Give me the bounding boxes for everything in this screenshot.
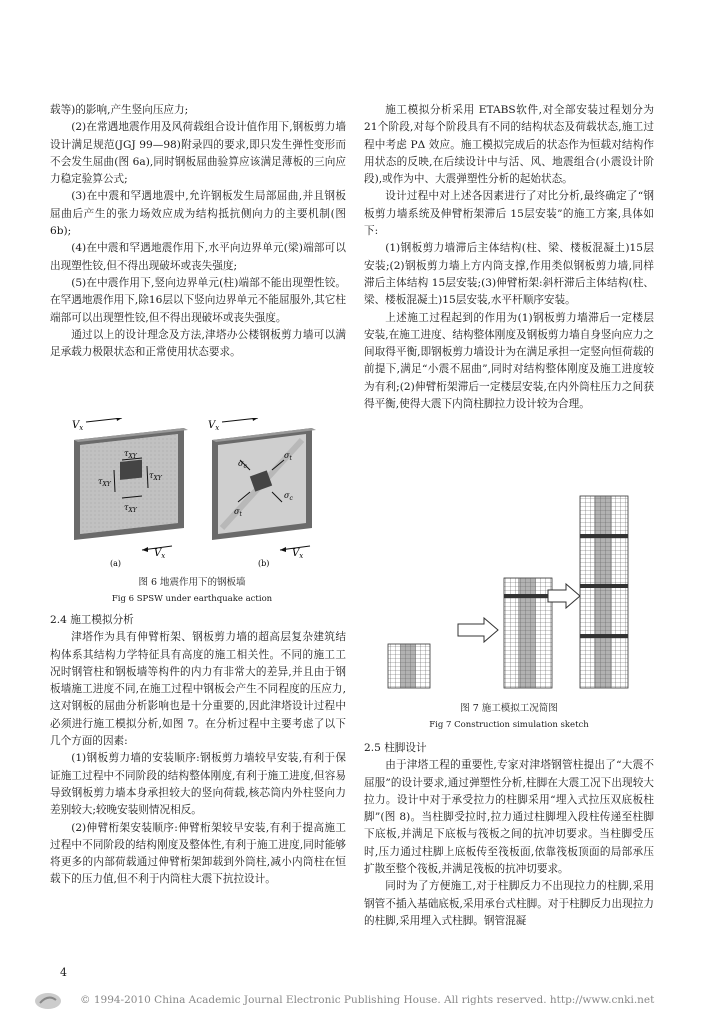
- left-paragraph-2: (2)在常遇地震作用及风荷载组合设计值作用下,钢板剪力墙设计满足规范(JGJ 99—98)附录四的要求,即只发生弹性变形而不会发生屈曲(图 6a),同时钢板屈曲验算应该满足薄板的三向应力稳定验算公式;: [50, 121, 346, 186]
- figure-6-spsw-diagram: [62, 418, 322, 570]
- left-paragraph-6: 通过以上的设计理念及方法,津塔办公楼钢板剪力墙可以满足承载力极限状态和正常使用状态要求。: [50, 328, 346, 359]
- figure-6b-panel: [208, 418, 316, 568]
- copyright-footer: [0, 988, 701, 1024]
- vx-label-b-top: $V_x$: [208, 420, 220, 432]
- vx-label-b-bottom: $V_x$: [292, 548, 304, 560]
- right-paragraph-4: 上述施工过程起到的作用为(1)钢板剪力墙滞后一定楼层安装,在施工进度、结构整体刚度及钢板剪力墙自身竖向应力之间取得平衡,即钢板剪力墙设计为在满足承担一定竖向恒荷载的前提下,满足“小震不屈曲”,同时对结构整体刚度及施工进度较为有利;(2)伸臂桁架滞后一定楼层安装,在内外筒柱压力之间获得平衡,使得大震下内筒柱脚拉力设计较为合理。: [364, 311, 654, 411]
- sigma-t-label-bottom: $\sigma_t$: [234, 507, 242, 518]
- stage-3-structure: [580, 496, 628, 688]
- right-column: [364, 102, 654, 413]
- stage-1-structure: [388, 644, 430, 688]
- tau-label-left: $\tau_{XY}$: [98, 477, 111, 488]
- right-paragraph-6: 同时为了方便施工,对于柱脚反力不出现拉力的柱脚,采用钢管不插入基础底板,采用承台式柱脚。对于柱脚反力出现拉力的柱脚,采用埋入式柱脚。钢管混凝: [364, 880, 654, 927]
- left-paragraph-5: (5)在中震作用下,竖向边界单元(柱)端部不能出现塑性铰。在罕遇地震作用下,除16层以下竖向边界单元不能屈服外,其它柱端部可以出现塑性铰,但不得出现破坏或丧失强度。: [50, 276, 346, 324]
- left-paragraph-9: (2)伸臂桁架安装顺序:伸臂桁架较早安装,有利于提高施工过程中不同阶段的结构刚度及整体性,有利于施工进度,同时能够将更多的内部荷载通过伸臂桁架卸载到外筒柱,减小内筒柱在恒载下的压力值,但不利于内筒柱大震下抗拉设计。: [50, 821, 346, 886]
- left-column-lower: [50, 612, 346, 889]
- right-paragraph-3: (1)钢板剪力墙滞后主体结构(柱、梁、楼板混凝土)15层安装;(2)钢板剪力墙上方内筒支撑,作用类似钢板剪力墙,同样滞后主体结构 15层安装;(3)伸臂桁架:斜杆滞后主体结构(柱、梁、楼板混凝土)15层安装,水平杆顺序安装。: [364, 242, 654, 307]
- left-paragraph-1: 载等)的影响,产生竖向压应力;: [50, 104, 189, 116]
- footer-text: © 1994-2010 China Academic Journal Electronic Publishing House. All rights reserved. http://www.cnki.net: [80, 994, 655, 1006]
- figure-7-caption-cn: 图 7 施工模拟工况简图: [460, 703, 558, 714]
- figure-6a-panel: [72, 418, 188, 568]
- sigma-t-label-top: $\sigma_t$: [284, 451, 292, 462]
- section-2-5-title: 2.5 柱脚设计: [364, 742, 427, 754]
- page-number: 4: [60, 966, 67, 979]
- cnki-logo-icon: [34, 992, 62, 1010]
- left-column: [50, 102, 346, 361]
- sigma-c-label-right: $\sigma_c$: [284, 491, 293, 502]
- section-2-4-title: 2.4 施工模拟分析: [50, 614, 134, 626]
- tau-label-top: $\tau_{XY}$: [124, 449, 137, 460]
- tau-label-bottom: $\tau_{XY}$: [124, 503, 137, 514]
- sigma-c-label-left: $\sigma_c$: [238, 459, 247, 470]
- stage-arrow-1: [458, 618, 498, 642]
- stage-2-structure: [504, 578, 552, 688]
- left-paragraph-8: (1)钢板剪力墙的安装顺序:钢板剪力墙较早安装,有利于保证施工过程中不同阶段的结构整体刚度,有利于施工进度,但容易导致钢板剪力墙本身承担较大的竖向荷载,核芯筒内外柱竖向力差别较大;较晚安装则情况相反。: [50, 752, 346, 817]
- sub-label-b: (b): [258, 559, 270, 568]
- right-paragraph-5: 由于津塔工程的重要性,专家对津塔钢管柱提出了“大震不屈服”的设计要求,通过弹塑性分析,柱脚在大震工况下出现较大拉力。设计中对于承受拉力的柱脚采用“埋入式拉压双底板柱脚”(图 8)。当柱脚受拉时,拉力通过柱脚埋入段柱传递至柱脚下底板,并满足下底板与筏板之间的抗冲切要求。当柱脚受压时,压力通过柱脚上底板传至筏板面,依靠筏板顶面的局部承压扩散至整个筏板,并满足筏板的抗冲切要求。: [364, 759, 654, 876]
- sub-label-a: (a): [110, 559, 122, 568]
- vx-label-a-bottom: $V_x$: [154, 548, 166, 560]
- right-column-lower: [364, 740, 654, 930]
- left-paragraph-3: (3)在中震和罕遇地震中,允许钢板发生局部屈曲,并且钢板屈曲后产生的张力场效应成为结构抵抗侧向力的主要机制(图 6b);: [50, 190, 346, 238]
- tau-label-right: $\tau_{XY}$: [149, 471, 162, 482]
- vx-label-a-top: $V_x$: [72, 420, 84, 432]
- figure-7-caption-en: Fig 7 Construction simulation sketch: [429, 720, 589, 730]
- left-paragraph-4: (4)在中震和罕遇地震作用下,水平向边界单元(梁)端部可以出现塑性铰,但不得出现破坏或丧失强度;: [50, 242, 346, 272]
- left-paragraph-7: 津塔作为具有伸臂桁架、钢板剪力墙的超高层复杂建筑结构体系其结构力学特征具有高度的施工相关性。不同的施工工况时钢管柱和钢板墙等构件的内力有非常大的差异,并且由于钢板墙施工进度不同,在施工过程中钢板会产生不同程度的压应力,这对钢板的屈曲分析影响也是十分重要的,因此津塔设计过程中必须进行施工模拟分析,如图 7。在分析过程中主要考虑了以下几个方面的因素:: [50, 631, 346, 748]
- figure-7-construction-sketch: [380, 494, 642, 694]
- right-paragraph-1: 施工模拟分析采用 ETABS软件,对全部安装过程划分为 21个阶段,对每个阶段具有不同的结构状态及荷载状态,施工过程中考虑 PΔ 效应。施工模拟完成后的状态作为恒载对结构作用状态的反映,在后续设计中与活、风、地震组合(小震设计阶段),或作为中、大震弹塑性分析的起始状态。: [364, 104, 654, 186]
- figure-6-caption-en: Fig 6 SPSW under earthquake action: [111, 594, 273, 604]
- figure-6-caption-cn: 图 6 地震作用下的钢板墙: [138, 577, 246, 588]
- right-paragraph-2: 设计过程中对上述各因素进行了对比分析,最终确定了“钢板剪力墙系统及伸臂桁架滞后 15层安装”的施工方案,具体如下:: [364, 190, 654, 238]
- stage-arrow-2: [548, 584, 580, 608]
